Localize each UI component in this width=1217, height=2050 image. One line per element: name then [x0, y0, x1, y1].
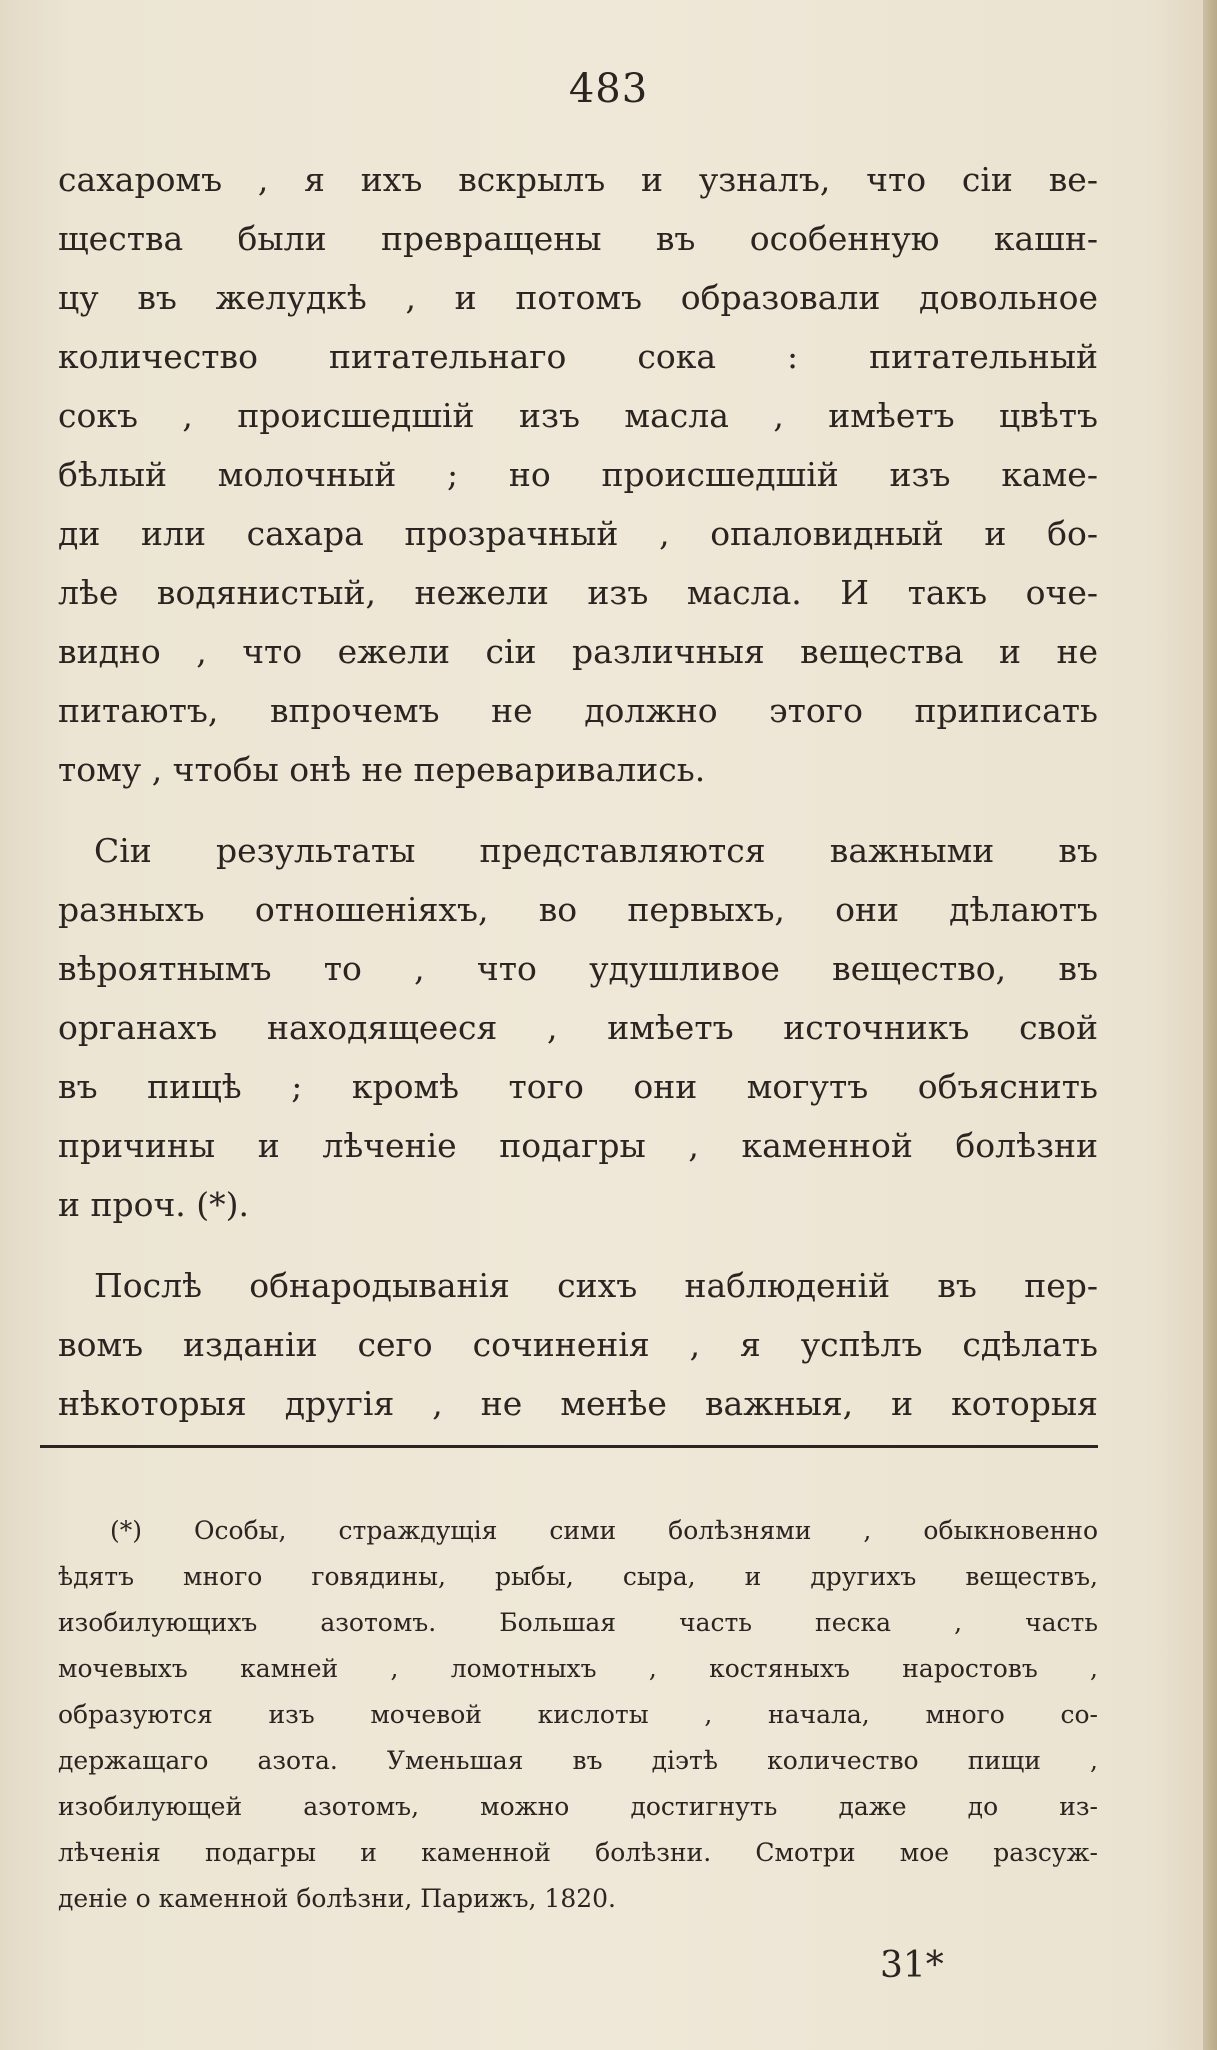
text-line: цу въ желудкѣ , и потомъ образовали довольное	[58, 278, 1098, 317]
main-text	[58, 150, 1098, 1433]
footnote-line: держащаго азота. Уменьшая въ діэтѣ количество пищи ,	[58, 1746, 1098, 1775]
text-line: лѣе водянистый, нежели изъ масла. И такъ оче-	[58, 573, 1098, 612]
text-line: тому , чтобы онѣ не переваривались.	[58, 750, 706, 789]
page-number: 483	[568, 66, 649, 112]
footnote-line: изобилующихъ азотомъ. Большая часть песка , часть	[58, 1608, 1098, 1637]
text-line: вѣроятнымъ то , что удушливое вещество, въ	[58, 949, 1098, 988]
footnote-line: изобилующей азотомъ, можно достигнуть даже до из-	[58, 1792, 1098, 1821]
page-edge	[1203, 0, 1217, 2050]
text-line: причины и лѣченіе подагры , каменной болѣзни	[58, 1126, 1098, 1165]
text-line: разныхъ отношеніяхъ, во первыхъ, они дѣлаютъ	[58, 890, 1098, 929]
text-line: въ пищѣ ; кромѣ того они могутъ объяснить	[58, 1067, 1098, 1106]
footnote-line: лѣченія подагры и каменной болѣзни. Смотри мое разсуж-	[58, 1838, 1098, 1867]
signature-mark: 31*	[880, 1945, 944, 1986]
text-line: видно , что ежели сіи различныя вещества и не	[58, 632, 1098, 671]
footnote	[58, 1508, 1098, 1922]
text-line: бѣлый молочный ; но происшедшій изъ каме-	[58, 455, 1098, 494]
text-line: щества были превращены въ особенную кашн-	[58, 219, 1098, 258]
text-line: сокъ , происшедшій изъ масла , имѣетъ цвѣтъ	[58, 396, 1098, 435]
footnote-line: мочевыхъ камней , ломотныхъ , костяныхъ наростовъ ,	[58, 1654, 1098, 1683]
text-line: сахаромъ , я ихъ вскрылъ и узналъ, что сіи ве-	[58, 160, 1098, 199]
footnote-line: ѣдятъ много говядины, рыбы, сыра, и другихъ веществъ,	[58, 1562, 1098, 1591]
text-line: и проч. (*).	[58, 1185, 250, 1224]
text-line: количество питательнаго сока : питательный	[58, 337, 1098, 376]
footnote-line: (*) Особы, страждущія сими болѣзнями , обыкновенно	[110, 1516, 1098, 1545]
text-line: Сіи результаты представляются важными въ	[94, 831, 1098, 870]
footnote-line: образуются изъ мочевой кислоты , начала, много со-	[58, 1700, 1098, 1729]
footnote-divider	[40, 1445, 1098, 1448]
footnote-line: деніе о каменной болѣзни, Парижъ, 1820.	[58, 1884, 616, 1913]
text-line: питаютъ, впрочемъ не должно этого приписать	[58, 691, 1098, 730]
text-line: органахъ находящееся , имѣетъ источникъ свой	[58, 1008, 1098, 1047]
text-line: ди или сахара прозрачный , опаловидный и бо-	[58, 514, 1098, 553]
text-line: Послѣ обнародыванія сихъ наблюденій въ пер-	[94, 1266, 1098, 1305]
text-line: вомъ изданіи сего сочиненія , я успѣлъ сдѣлать	[58, 1325, 1098, 1364]
text-line: нѣкоторыя другія , не менѣе важныя, и которыя	[58, 1384, 1098, 1423]
